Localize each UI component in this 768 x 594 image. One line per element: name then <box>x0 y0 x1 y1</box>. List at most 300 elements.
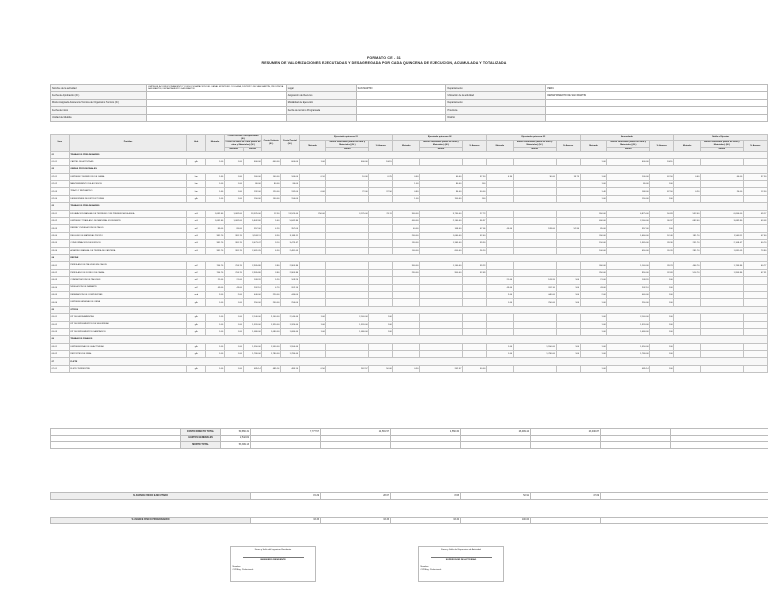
avance-ejecutado-label: % AVANCE FISICO EJECUTADO <box>51 493 251 500</box>
row-cd-metrado: 1.00 <box>224 351 243 358</box>
saldo-avance <box>743 351 767 358</box>
saldo-metrado <box>674 321 701 328</box>
acum-monto: 1,140.00 <box>607 262 650 269</box>
row-unit-cost: 3.80 <box>262 262 281 269</box>
acum-avance: 39.30 <box>650 240 674 247</box>
row-partial-cost: 202.10 <box>281 284 300 291</box>
saldo-metrado <box>674 195 701 202</box>
totals-spacer <box>671 429 768 436</box>
q2-monto: 950.00 <box>420 269 463 276</box>
row-cd-metrado: 1.00 <box>224 195 243 202</box>
col-avance: % Avance <box>556 141 580 151</box>
info-value: LIMPIEZA, ACONDICIONAMIENTO Y DESCOLMATACION DEL CANAL MONTERO COLLANA, DISTRITO DE SAN MARTIN, PROVINCIA SAN MARTIN, DEPARTAMENTO SAN MARTIN <box>146 85 286 92</box>
q2-avance <box>462 284 486 291</box>
q3-metrado <box>487 262 514 269</box>
q3-monto <box>513 195 556 202</box>
q1-metrado <box>299 299 326 306</box>
saldo-monto: 2,108.47 <box>700 240 743 247</box>
saldo-monto <box>700 291 743 298</box>
q1-avance <box>369 195 393 202</box>
saldo-avance: 47.60 <box>743 232 767 239</box>
info-label: Departamento <box>446 85 546 92</box>
saldo-monto: 1,831.05 <box>700 247 743 254</box>
acum-avance: 100% <box>650 158 674 165</box>
q2-avance <box>462 314 486 321</box>
row-item: 01.01 <box>51 158 70 165</box>
col-monto-valorizado: Monto Valorizado (Mano de obra y Materiales) (S/.) <box>513 141 556 147</box>
q3-metrado <box>487 269 514 276</box>
col-costo-unitario: Costo Unitario (S/.) <box>262 135 281 152</box>
saldo-total <box>531 435 601 442</box>
row-cd-metrado: 1.60 <box>224 188 243 195</box>
q1-total: 7,777.57 <box>251 429 321 436</box>
q2-monto <box>420 321 463 328</box>
q2-avance <box>462 351 486 358</box>
info-value <box>146 107 286 114</box>
q2-avance <box>462 291 486 298</box>
row-partial-cost: 357.00 <box>281 225 300 232</box>
q2-metrado: 0.50 <box>393 365 420 372</box>
acum-programado: 100.00 <box>461 517 531 524</box>
q3-monto: 202.10 <box>513 284 556 291</box>
signature-details <box>421 566 502 572</box>
avance-programado-label: % AVANCE FISICO PROGRAMADO <box>51 517 251 524</box>
q2-monto: 150.00 <box>420 195 463 202</box>
row-metrado: 1.00 <box>206 321 225 328</box>
q1-metrado <box>299 181 326 188</box>
table-row <box>51 299 768 306</box>
q2-monto <box>420 284 463 291</box>
row-unit: m3 <box>187 232 206 239</box>
row-item: 03.05 <box>51 240 70 247</box>
q1-avance <box>369 269 393 276</box>
q1-monto: 600.00 <box>326 158 369 165</box>
q1-monto <box>326 262 369 269</box>
col-avance: % Avance <box>462 141 486 151</box>
section-row <box>51 358 768 365</box>
info-value <box>146 99 286 106</box>
q2-avance: 27.73 <box>462 210 486 217</box>
col-group-q3: Ejecutado quincena 03 <box>487 135 581 141</box>
q3-monto <box>513 247 556 254</box>
row-description: KIT DE IMPLEMENTOS SANITARIOS <box>69 328 187 335</box>
acum-metrado: 150.00 <box>580 240 607 247</box>
col-partidas: Partidas <box>69 135 187 152</box>
row-unit-cost: 600.00 <box>262 158 281 165</box>
q2-metrado: 250.00 <box>393 269 420 276</box>
row-partial-cost: 250.00 <box>281 299 300 306</box>
row-partial-cost: 2,905.86 <box>281 269 300 276</box>
row-cd-parcial: 150.00 <box>243 195 262 202</box>
q2-programado: 33.33 <box>321 517 391 524</box>
row-cd-parcial: 160.00 <box>243 173 262 180</box>
section-code: 02 <box>51 166 70 173</box>
acum-monto: 168.00 <box>607 188 650 195</box>
acum-total: 26,909.44 <box>461 429 531 436</box>
info-value: DEPARTAMENTO DE SAN MARTIN <box>546 92 768 99</box>
q3-metrado <box>487 232 514 239</box>
row-item: 05.03 <box>51 328 70 335</box>
q1-avance <box>369 232 393 239</box>
q1-monto <box>326 291 369 298</box>
section-name: TRABAJOS FINALES <box>69 336 767 343</box>
acum-monto: 6,875.00 <box>607 210 650 217</box>
q1-avance <box>369 351 393 358</box>
acum-avance: 100 <box>650 225 674 232</box>
info-label: Fecha de inicio <box>51 107 147 114</box>
q3-monto <box>513 210 556 217</box>
row-unit: und <box>187 291 206 298</box>
row-metrado: 764.70 <box>206 269 225 276</box>
totals-spacer <box>601 493 768 500</box>
info-value <box>146 114 286 121</box>
signature-supervisor <box>418 546 504 582</box>
col-monto-valorizado: Monto Valorizado (Mano de obra y Materiales) (S/.) <box>326 141 369 147</box>
q2-avance-total: 28.67 <box>321 493 391 500</box>
saldo-monto: 1,508.11 <box>700 232 743 239</box>
q3-monto <box>513 232 556 239</box>
row-unit-cost: 4.20 <box>262 225 281 232</box>
q2-avance: 39.23 <box>462 262 486 269</box>
q2-monto: 168.00 <box>420 225 463 232</box>
col-group-saldo: Saldo a Ejecutar <box>674 135 768 141</box>
signature-line <box>431 557 492 558</box>
col-monto: Monto <box>326 147 369 151</box>
acum-avance-total: 52.91 <box>461 493 531 500</box>
info-label: Fecha de Aprobación (D.) <box>51 92 147 99</box>
row-description: DESMONTAJE DE ESTRUCTURAS <box>69 195 187 202</box>
q2-avance: 32.69 <box>462 269 486 276</box>
row-item: 02.04 <box>51 195 70 202</box>
q3-metrado <box>487 210 514 217</box>
q1-avance <box>369 299 393 306</box>
row-unit-cost: 9.10 <box>262 240 281 247</box>
q2-avance: 36.97 <box>462 218 486 225</box>
info-label <box>286 114 356 121</box>
acum-avance: 39.23 <box>650 262 674 269</box>
q3-avance-total: 8.95 <box>391 493 461 500</box>
signature-name-label: Nombre: <box>232 565 241 568</box>
q2-avance: 47.06 <box>462 225 486 232</box>
q2-monto: 80.00 <box>420 181 463 188</box>
q1-metrado: 1.00 <box>299 328 326 335</box>
q2-metrado <box>393 328 420 335</box>
saldo-metrado <box>674 314 701 321</box>
q2-metrado: 0.80 <box>393 188 420 195</box>
q3-total <box>391 435 461 442</box>
row-description: PERFILADO DE FONDO DE CANAL <box>69 269 187 276</box>
q1-avance <box>369 291 393 298</box>
q3-avance: 100 <box>556 343 580 350</box>
saldo-monto <box>700 284 743 291</box>
q1-monto <box>326 247 369 254</box>
row-metrado: 381.70 <box>206 240 225 247</box>
row-description: PERFILADO DE TALUDES EN CAUCE <box>69 262 187 269</box>
acum-monto: 109.20 <box>607 277 650 284</box>
row-unit-cost: 1,080.00 <box>262 328 281 335</box>
acum-avance: 100 <box>650 284 674 291</box>
saldo-monto <box>700 195 743 202</box>
row-metrado: 1.00 <box>206 181 225 188</box>
q3-total: 4,550.30 <box>391 429 461 436</box>
row-unit: glb <box>187 328 206 335</box>
q1-metrado: 1.00 <box>299 158 326 165</box>
saldo-metrado: 0.20 <box>674 188 701 195</box>
row-unit: km <box>187 188 206 195</box>
col-cd-sub: Costo de Mano de Obra (Mano de obra y Materiales) (S/.) <box>225 141 261 147</box>
table-row <box>51 195 768 202</box>
info-row <box>51 114 768 121</box>
q1-metrado <box>299 277 326 284</box>
acum-monto: 1,365.00 <box>607 240 650 247</box>
q3-total <box>391 442 461 449</box>
row-cd-metrado: 764.70 <box>224 269 243 276</box>
acum-avance: 52.40 <box>650 232 674 239</box>
q3-avance <box>556 262 580 269</box>
q3-avance <box>556 247 580 254</box>
row-cd-metrado: 1.00 <box>224 321 243 328</box>
acum-metrado: 1.00 <box>580 321 607 328</box>
row-cd-metrado: 1.00 <box>224 343 243 350</box>
acum-monto: 650.00 <box>607 247 650 254</box>
q1-metrado <box>299 291 326 298</box>
acum-monto: 1,320.00 <box>607 321 650 328</box>
acum-monto: 100.00 <box>607 173 650 180</box>
acum-avance: 100 <box>650 365 674 372</box>
section-code: 07 <box>51 358 70 365</box>
row-unit-cost: 150.00 <box>262 195 281 202</box>
signature-reg-label: CIP/Reg. Profesional: <box>420 568 442 571</box>
q1-monto <box>326 240 369 247</box>
row-cd-parcial: 485.14 <box>243 365 262 372</box>
info-row <box>51 107 768 114</box>
col-und: Und. <box>187 135 206 152</box>
row-cd-parcial: 250.00 <box>243 299 262 306</box>
col-group-q1: Ejecutado quincena 01 <box>299 135 393 141</box>
q2-avance: 50.00 <box>462 188 486 195</box>
row-metrado: 1.00 <box>206 365 225 372</box>
acum-monto: 1,550.00 <box>607 343 650 350</box>
q2-avance: 100 <box>462 181 486 188</box>
q2-metrado: 400.00 <box>393 218 420 225</box>
row-description: TRAZO Y REPLANTEO <box>69 188 187 195</box>
row-cd-parcial: 2,481.05 <box>243 247 262 254</box>
row-unit-cost: 220.00 <box>262 291 281 298</box>
acum-metrado: 250.00 <box>580 269 607 276</box>
row-metrado: 1.00 <box>206 195 225 202</box>
row-item: 03.04 <box>51 232 70 239</box>
q1-programado: 33.33 <box>251 517 321 524</box>
row-cd-metrado: 85.00 <box>224 225 243 232</box>
row-unit: m2 <box>187 277 206 284</box>
acum-metrado: 1.00 <box>580 343 607 350</box>
col-metrado: Metrado <box>580 141 607 151</box>
table-row <box>51 321 768 328</box>
q1-avance <box>369 262 393 269</box>
row-cd-parcial: 13,525.00 <box>243 210 262 217</box>
acum-avance: 62.50 <box>650 173 674 180</box>
q2-avance: 52.40 <box>462 232 486 239</box>
q3-avance <box>556 218 580 225</box>
acum-metrado: 1.00 <box>580 351 607 358</box>
saldo-monto <box>700 158 743 165</box>
section-code: 03 <box>51 203 70 210</box>
totals-row <box>51 435 768 442</box>
row-cd-metrado: 1,082.00 <box>224 210 243 217</box>
q1-metrado <box>299 240 326 247</box>
section-name: OBRAS PROVISIONALES <box>69 166 767 173</box>
col-item: Item <box>51 135 70 152</box>
info-value <box>546 107 768 114</box>
row-item: 06.01 <box>51 343 70 350</box>
row-unit-cost: 3.80 <box>262 269 281 276</box>
saldo-monto: 60.00 <box>700 173 743 180</box>
section-code: 04 <box>51 254 70 261</box>
row-item: 06.02 <box>51 351 70 358</box>
signature-details <box>233 566 314 572</box>
signature-line <box>243 557 304 558</box>
q3-avance <box>556 181 580 188</box>
q1-monto <box>326 181 369 188</box>
row-item: 03.02 <box>51 218 70 225</box>
row-metrado: 1.00 <box>206 158 225 165</box>
totals-label: COSTO DIRECTO TOTAL <box>181 429 221 436</box>
signature-resident <box>230 546 316 582</box>
totals-spacer <box>51 442 181 449</box>
q2-monto: 242.57 <box>420 365 463 372</box>
q1-monto <box>326 351 369 358</box>
info-value <box>546 99 768 106</box>
row-partial-cost: 2,140.00 <box>281 314 300 321</box>
row-unit: km <box>187 181 206 188</box>
row-cd-metrado: 1.00 <box>224 181 243 188</box>
saldo-monto: 1,765.86 <box>700 262 743 269</box>
row-unit: glb <box>187 365 206 372</box>
q3-monto <box>513 240 556 247</box>
q1-monto <box>326 284 369 291</box>
row-description: REPORTES DE FINAL <box>69 351 187 358</box>
row-unit-cost: 5.20 <box>262 277 281 284</box>
row-unit-cost: 4.70 <box>262 284 281 291</box>
acum-metrado: 43.00 <box>580 284 607 291</box>
q1-monto: 10.00 <box>326 173 369 180</box>
row-unit: glb <box>187 351 206 358</box>
row-metrado: 381.70 <box>206 232 225 239</box>
saldo-metrado <box>674 181 701 188</box>
q3-monto: 30.00 <box>513 173 556 180</box>
saldo-avance <box>743 343 767 350</box>
acum-monto: 600.00 <box>607 158 650 165</box>
q2-metrado: 150.00 <box>393 240 420 247</box>
row-description: LIMPIEZA GENERAL DE OBRA <box>69 299 187 306</box>
row-unit: m3 <box>187 210 206 217</box>
q1-monto <box>326 299 369 306</box>
q2-monto <box>420 328 463 335</box>
q1-monto: 242.57 <box>326 365 369 372</box>
q3-monto <box>513 218 556 225</box>
q2-monto <box>420 158 463 165</box>
signature-caption: Firma y Sello del Supervisor de Actividad <box>441 548 481 551</box>
row-unit: m3 <box>187 247 206 254</box>
table-row <box>51 284 768 291</box>
q3-metrado: 43.00 <box>487 284 514 291</box>
table-row <box>51 351 768 358</box>
q3-avance <box>556 158 580 165</box>
q3-monto <box>513 314 556 321</box>
q2-metrado <box>393 321 420 328</box>
saldo-metrado: 464.70 <box>674 262 701 269</box>
q1-avance: 100 <box>369 314 393 321</box>
q3-metrado <box>487 321 514 328</box>
acum-metrado: 1.00 <box>580 195 607 202</box>
row-description: COMPACTACION DE TALUDES <box>69 277 187 284</box>
q1-avance: 100% <box>369 158 393 165</box>
saldo-monto <box>700 314 743 321</box>
saldo-metrado: 682.00 <box>674 218 701 225</box>
info-label: Modalidad de Ejecución <box>286 99 356 106</box>
acum-metrado: 2.00 <box>580 291 607 298</box>
q1-metrado <box>299 225 326 232</box>
row-cd-parcial: 357.00 <box>243 225 262 232</box>
acum-metrado: 1.00 <box>580 181 607 188</box>
q1-monto <box>326 232 369 239</box>
saldo-avance: 37.50 <box>743 173 767 180</box>
saldo-avance <box>743 277 767 284</box>
q3-monto <box>513 328 556 335</box>
saldo-monto: 24.00 <box>700 188 743 195</box>
q1-metrado <box>299 269 326 276</box>
acum-avance: 100 <box>650 181 674 188</box>
row-cd-metrado: 1,082.00 <box>224 218 243 225</box>
table-row <box>51 210 768 217</box>
acum-monto: 1,780.00 <box>607 351 650 358</box>
col-sub-parcial: Parcial <box>243 147 262 151</box>
row-cd-metrado: 1.00 <box>224 314 243 321</box>
totals-spacer <box>671 435 768 442</box>
q2-metrado <box>393 284 420 291</box>
saldo-avance <box>743 321 767 328</box>
q1-avance <box>369 284 393 291</box>
q1-metrado <box>299 262 326 269</box>
row-unit: km <box>187 173 206 180</box>
row-unit-cost: 1,320.00 <box>262 321 281 328</box>
row-cd-metrado: 1.00 <box>224 328 243 335</box>
q3-metrado <box>487 247 514 254</box>
q3-avance: 100 <box>556 299 580 306</box>
saldo-avance-total: 47.09 <box>531 493 601 500</box>
q2-metrado: 200.00 <box>393 232 420 239</box>
q2-metrado <box>393 343 420 350</box>
q3-metrado <box>487 195 514 202</box>
row-unit-cost: 1,550.00 <box>262 343 281 350</box>
row-cd-parcial: 1,080.00 <box>243 328 262 335</box>
row-description: MANTENIMIENTO DE ACCESOS <box>69 181 187 188</box>
saldo-monto <box>700 343 743 350</box>
q3-metrado <box>487 365 514 372</box>
table-row <box>51 269 768 276</box>
saldo-monto <box>700 321 743 328</box>
row-metrado: 43.00 <box>206 284 225 291</box>
info-label: Asignación de Recurso <box>286 92 356 99</box>
q1-monto <box>326 277 369 284</box>
row-cd-metrado: 1.00 <box>224 365 243 372</box>
section-code: 05 <box>51 306 70 313</box>
col-costo-directo: Costo Directo Presupuestado (S/.) <box>224 135 261 141</box>
section-name: TRABAJOS PRELIMINARES <box>69 151 767 158</box>
saldo-total: 23,946.87 <box>531 429 601 436</box>
q2-monto <box>420 291 463 298</box>
saldo-avance <box>743 365 767 372</box>
